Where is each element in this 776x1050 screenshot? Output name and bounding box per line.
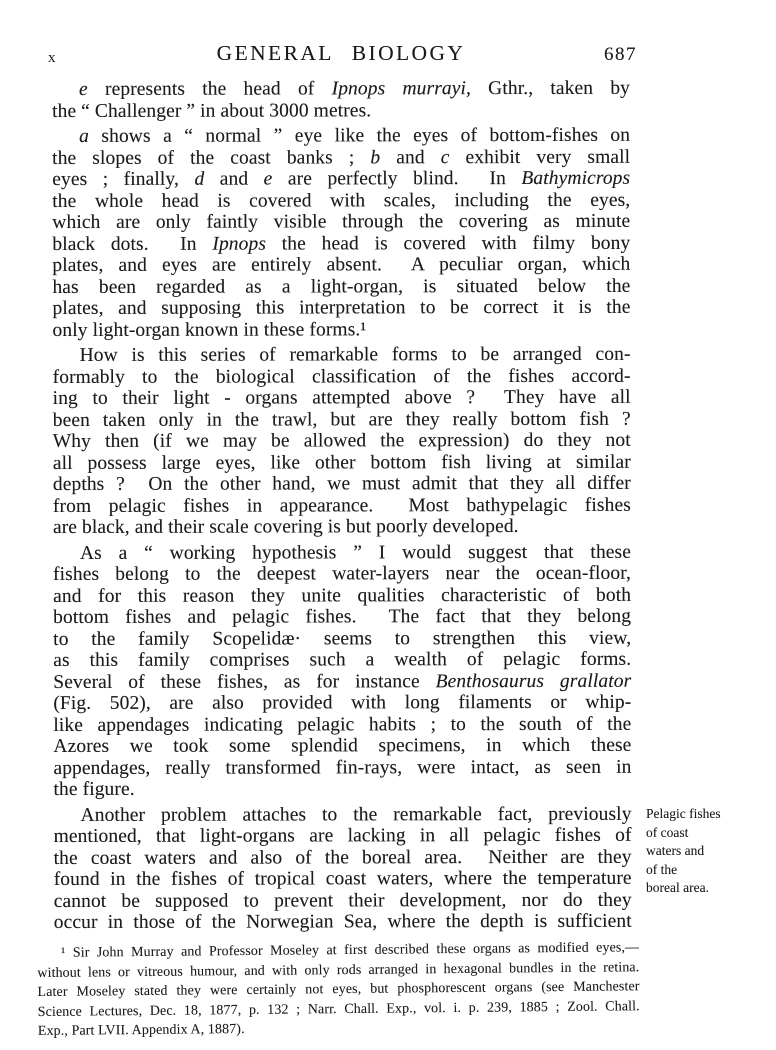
text-line: Science Lectures, Dec. 18, 1877, p. 132 ; Narr. Chall. Exp., vol. i. p. 239, 1885 ; Zool. Chall. bbox=[37, 999, 640, 1020]
text-line: the slopes of the coast banks ; b and c exhibit very small bbox=[52, 146, 631, 169]
text-line: depths ? On the other hand, we must admit that they all differ bbox=[52, 472, 631, 495]
paragraph bbox=[53, 541, 632, 800]
margin-note-line: of coast bbox=[646, 824, 689, 840]
paragraph bbox=[52, 78, 630, 122]
page-title: GENERAL BIOLOGY bbox=[216, 41, 466, 65]
text-line: has been regarded as a light-organ, is situated below the bbox=[52, 275, 631, 298]
margin-note bbox=[646, 805, 756, 898]
margin-note-line: of the bbox=[646, 861, 678, 877]
body-text bbox=[52, 78, 632, 934]
text-line: to the family Scopelidæ· seems to strengthen this view, bbox=[53, 627, 632, 650]
text-line: without lens or vitreous humour, and with only rods arranged in hexagonal bundles in the retina. bbox=[37, 959, 640, 981]
text-line: like appendages indicating pelagic habits ; to the south of the bbox=[53, 713, 632, 736]
paragraph bbox=[53, 344, 631, 539]
text-line: Why then (if we may be allowed the expression) do they not bbox=[52, 429, 631, 452]
text-line: are black, and their scale covering is but poorly developed. bbox=[52, 516, 519, 538]
text-line: plates, and eyes are entirely absent. A peculiar organ, which bbox=[52, 253, 631, 276]
text-line: bottom fishes and pelagic fishes. The fact that they belong bbox=[53, 605, 632, 628]
signature-mark: x bbox=[48, 50, 56, 66]
text-line: from pelagic fishes in appearance. Most bathypelagic fishes bbox=[52, 494, 631, 517]
text-line: the coast waters and also of the boreal area. Neither are they bbox=[53, 846, 632, 869]
text-line: fishes belong to the deepest water-layers near the ocean-floor, bbox=[53, 562, 632, 585]
text-line: appendages, really transformed fin-rays, were intact, as seen in bbox=[53, 756, 632, 779]
text-line: a shows a “ normal ” eye like the eyes of bottom-fishes on bbox=[79, 124, 631, 147]
text-line: which are only faintly visible through the covering as minute bbox=[52, 210, 631, 233]
margin-note-line: Pelagic fishes bbox=[646, 806, 721, 821]
text-line: (Fig. 502), are also provided with long filaments or whip- bbox=[53, 691, 632, 714]
text-line: e represents the head of Ipnops murrayi, Gthr., taken by bbox=[78, 77, 631, 100]
text-line: ing to their light - organs attempted above ? They have all bbox=[52, 386, 631, 409]
text-line: been taken only in the trawl, but are they really bottom fish ? bbox=[52, 408, 631, 431]
text-line: Later Moseley stated they were certainly not eyes, but phosphorescent organs (see Manchester bbox=[37, 979, 640, 1001]
text-line: the “ Challenger ” in about 3000 metres. bbox=[52, 99, 372, 122]
paragraph bbox=[54, 803, 632, 933]
footnote bbox=[37, 938, 640, 1042]
text-line: Azores we took some splendid specimens, in which these bbox=[53, 734, 632, 757]
text-line: Several of these fishes, as for instance Benthosaurus grallator bbox=[53, 670, 632, 693]
text-line: the whole head is covered with scales, including the eyes, bbox=[52, 189, 631, 212]
text-line: the figure. bbox=[53, 778, 135, 800]
text-line: Another problem attaches to the remarkable fact, previously bbox=[80, 803, 632, 826]
text-line: black dots. In Ipnops the head is covered with filmy bony bbox=[52, 232, 631, 255]
text-line: As a “ working hypothesis ” I would suggest that these bbox=[79, 541, 632, 564]
text-line: ¹ Sir John Murray and Professor Moseley at first described these organs as modified eyes,— bbox=[61, 940, 640, 961]
text-line: occur in those of the Norwegian Sea, where the depth is sufficient bbox=[53, 910, 632, 933]
margin-note-line: boreal area. bbox=[646, 880, 709, 896]
paragraph bbox=[52, 125, 630, 341]
text-line: How is this series of remarkable forms to be arranged con- bbox=[79, 343, 631, 366]
text-line: and for this reason they unite qualities characteristic of both bbox=[53, 584, 632, 607]
text-line: cannot be supposed to prevent their development, nor do they bbox=[53, 889, 632, 912]
text-line: plates, and supposing this interpretation to be correct it is the bbox=[52, 296, 631, 319]
text-line: as this family comprises such a wealth of pelagic forms. bbox=[53, 648, 632, 671]
text-line: Exp., Part LVII. Appendix A, 1887). bbox=[37, 1022, 245, 1040]
text-line: only light-organ known in these forms.¹ bbox=[52, 318, 367, 341]
text-line: found in the fishes of tropical coast waters, where the temperature bbox=[53, 867, 632, 890]
text-line: eyes ; finally, d and e are perfectly blind. In Bathymicrops bbox=[52, 167, 631, 190]
text-line: mentioned, that light-organs are lacking in all pelagic fishes of bbox=[53, 824, 632, 847]
page-number: 687 bbox=[604, 44, 637, 65]
text-line: all possess large eyes, like other bottom fish living at similar bbox=[52, 451, 631, 474]
text-line: formably to the biological classification of the fishes accord- bbox=[52, 365, 631, 388]
margin-note-line: waters and bbox=[646, 843, 705, 859]
